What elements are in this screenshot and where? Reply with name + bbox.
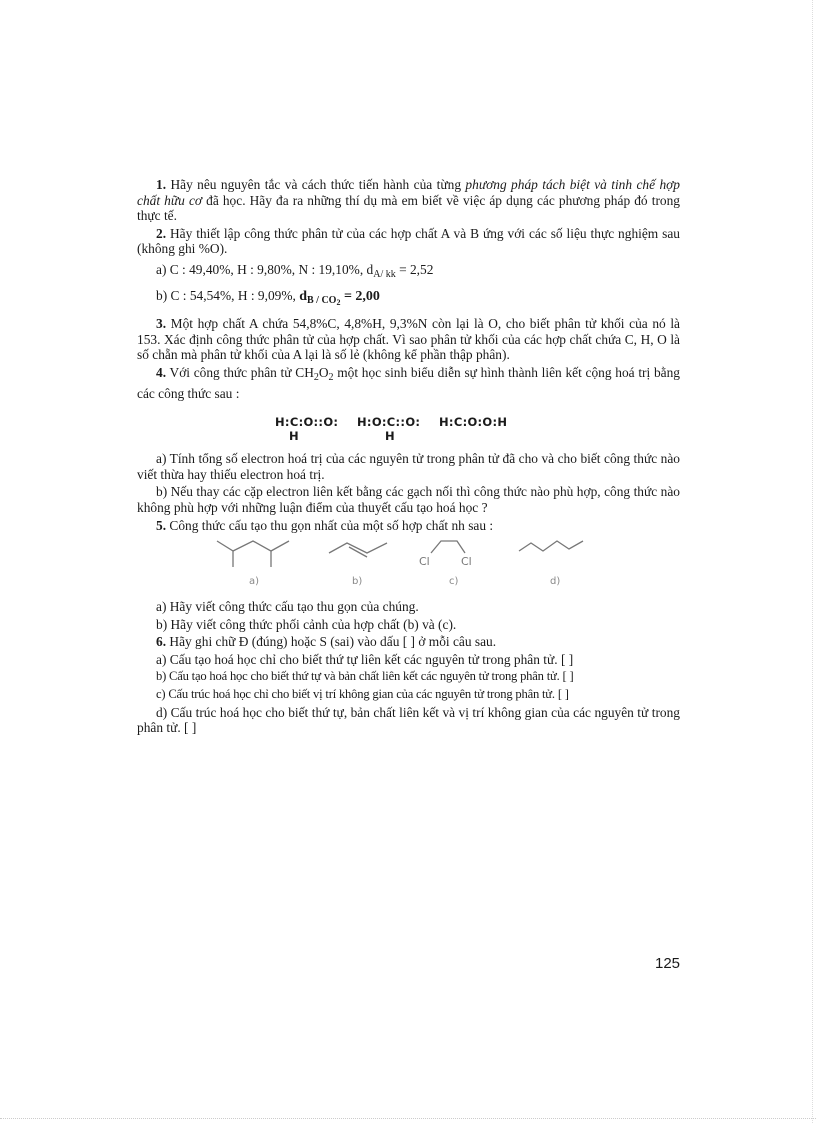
subscript: 2 <box>328 371 334 383</box>
skeletal-structures <box>137 537 680 595</box>
subscript: 2 <box>336 297 341 307</box>
question-6 <box>137 634 680 650</box>
lewis-top: H:O:C::O: <box>357 415 421 430</box>
question-5-part-b: b) Hãy viết công thức phối cảnh của hợp chất (b) và (c). <box>156 616 457 632</box>
question-number: 3. <box>156 316 167 332</box>
skeletal-formula-a <box>215 537 295 573</box>
question-text: một học sinh biểu diễn sự hình thành liên kết cộng hoá trị bằng các công thức sau : <box>137 364 680 401</box>
lewis-top: H:C:O::O: <box>275 415 339 430</box>
question-italic-text: phương pháp tách biệt và tinh chế hợp chất hữu cơ <box>137 177 680 208</box>
structure-label-c: c) <box>449 576 459 588</box>
skeletal-formula-d <box>517 537 587 573</box>
question-text: Công thức cấu tạo thu gọn nhất của một số hợp chất nh sau : <box>166 517 494 533</box>
bottom-dotted-border <box>0 1118 816 1121</box>
question-text: Hãy ghi chữ Đ (đúng) hoặc S (sai) vào dấu [ ] ở mỗi câu sau. <box>166 634 497 650</box>
lewis-formula-1 <box>275 415 339 444</box>
question-number: 4. <box>156 364 167 380</box>
question-text: Hãy thiết lập công thức phân tử của các hợp chất A và B ứng với các số liệu thực nghiệm sau (không ghi %O). <box>137 225 680 257</box>
subscript: B / CO <box>307 294 337 306</box>
question-number: 6. <box>156 634 167 650</box>
question-2 <box>137 226 680 257</box>
question-4-part-a: a) Tính tổng số electron hoá trị của các nguyên tử trong phân tử đã cho và cho biết công thức nào viết thừa hay thiếu electron hoá trị. <box>137 451 680 482</box>
skeletal-formula-c <box>417 537 487 573</box>
question-5-part-a: a) Hãy viết công thức cấu tạo thu gọn của chúng. <box>156 599 419 615</box>
question-6-part-c: c) Cấu trúc hoá học chỉ cho biết vị trí không gian của các nguyên tử trong phân tử. [ ] <box>156 687 569 702</box>
question-6-part-a: a) Cấu tạo hoá học chỉ cho biết thứ tự liên kết các nguyên tử trong phân tử. [ ] <box>156 651 574 667</box>
question-1 <box>137 177 680 224</box>
question-2-option-b <box>156 288 680 311</box>
question-text: Hãy nêu nguyên tắc và cách thức tiến hành của từng <box>166 177 466 192</box>
option-text: b) C : 54,54%, H : 9,09%, <box>156 287 300 303</box>
structure-label-a: a) <box>249 576 260 588</box>
page-number: 125 <box>655 955 681 972</box>
question-5 <box>137 518 680 534</box>
question-number: 2. <box>156 225 167 241</box>
exercise-content <box>137 177 680 738</box>
subscript: 2 <box>313 371 319 383</box>
structure-c <box>417 537 487 573</box>
option-text: a) C : 49,40%, H : 9,80%, N : 19,10%, d <box>156 261 374 277</box>
question-4 <box>137 365 680 401</box>
chlorine-label: Cl <box>461 555 472 569</box>
lewis-top: H:C:O:O:H <box>439 415 508 430</box>
question-text: Với công thức phân tử CH <box>166 364 314 380</box>
question-text: đã học. Hãy đa ra những thí dụ mà em biết về việc áp dụng các phương pháp đó trong thực tế. <box>137 192 680 224</box>
density-symbol: d <box>299 288 307 304</box>
question-2-option-a <box>156 262 680 283</box>
question-text: O <box>318 364 329 380</box>
question-6-part-d: d) Cấu trúc hoá học cho biết thứ tự, bản chất liên kết và vị trí không gian của các nguyên tử trong phân tử. [ ] <box>137 704 680 736</box>
structure-label-d: d) <box>550 576 561 588</box>
lewis-formula-2 <box>357 415 421 444</box>
option-text: = 2,52 <box>395 261 434 277</box>
structure-label-b: b) <box>352 576 363 588</box>
lewis-bottom: H <box>289 429 299 444</box>
structure-a <box>215 537 295 573</box>
question-3 <box>137 316 680 363</box>
lewis-bottom: H <box>385 429 395 444</box>
question-number: 1. <box>156 177 167 192</box>
question-text: Một hợp chất A chứa 54,8%C, 4,8%H, 9,3%N còn lại là O, cho biết phân tử khối của nó là 153. Xác định công thức phân tử của hợp chất. Vì sao phân tử khối của các hợp chất chứa C, H, O là số chẵn mà phân tử khối của A lại là số lẻ (không kể phần thập phân). <box>137 316 680 363</box>
question-4-part-b: b) Nếu thay các cặp electron liên kết bằng các gạch nối thì công thức nào phù hợp, công thức nào không phù hợp với những luận điểm của thuyết cấu tạo hoá học ? <box>137 484 680 515</box>
lewis-formula-3 <box>439 415 507 431</box>
structure-d <box>517 537 587 573</box>
structure-b <box>327 537 397 573</box>
question-number: 5. <box>156 517 167 533</box>
question-6-part-b: b) Cấu tạo hoá học cho biết thứ tự và bản chất liên kết các nguyên tử trong phân tử. [ ] <box>156 669 574 684</box>
chlorine-label: Cl <box>419 555 430 569</box>
skeletal-formula-b <box>327 537 397 573</box>
option-text: = 2,00 <box>340 288 380 304</box>
lewis-formulas <box>137 409 680 449</box>
right-dotted-border <box>812 0 814 1123</box>
subscript: A/ kk <box>373 268 396 280</box>
